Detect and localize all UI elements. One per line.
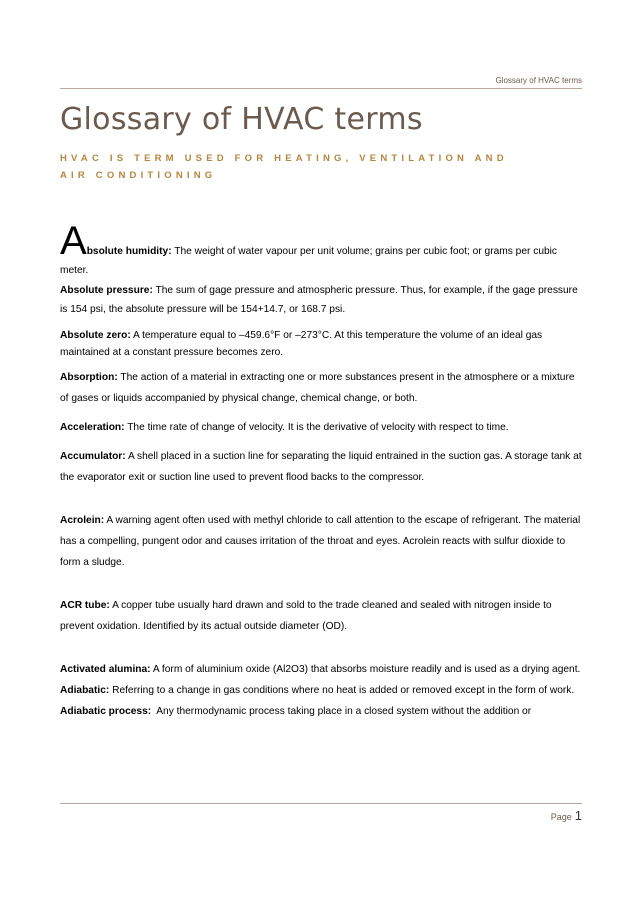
glossary-term: bsolute humidity: — [86, 246, 172, 257]
glossary-definition: The weight of water vapour per unit volume; grains per cubic foot; or grams per cubic meter. — [60, 246, 558, 276]
glossary-term: Adiabatic process: — [60, 706, 152, 717]
glossary-term: Absolute zero: — [60, 330, 131, 341]
glossary-definition: The action of a material in extracting one or more substances present in the atmosphere or a mixture of gases or liquids accompanied by physical change, chemical change, or both. — [60, 372, 575, 404]
glossary-entry-absolute-pressure — [60, 281, 582, 319]
glossary-entry-adiabatic — [60, 680, 582, 701]
footer-rule — [60, 803, 582, 804]
glossary-entry-acceleration — [60, 417, 582, 438]
glossary-definition: A temperature equal to –459.6°F or –273°C. At this temperature the volume of an ideal gas maintained at a constant pressure becomes zero. — [60, 330, 543, 358]
glossary-entry-absolute-zero — [60, 327, 582, 361]
glossary-entry-absolute-humidity — [60, 219, 582, 280]
glossary-term: Absorption: — [60, 372, 118, 383]
glossary-entry-activated-alumina — [60, 659, 582, 680]
glossary-term: ACR tube: — [60, 600, 110, 611]
glossary-definition: A copper tube usually hard drawn and sold to the trade cleaned and sealed with nitrogen inside to prevent oxidation. Identified by its actual outside diameter (OD). — [60, 600, 552, 632]
page-label: Page — [550, 812, 572, 822]
running-header: Glossary of HVAC terms — [495, 76, 582, 85]
page-number-value: 1 — [574, 808, 582, 823]
document-title: Glossary of HVAC terms — [60, 102, 423, 137]
glossary-definition: A warning agent often used with methyl chloride to call attention to the escape of refrigerant. The material has a compelling, pungent odor and causes irritation of the throat and eyes. Acrolein reacts with sulfur dioxide to form a sludge. — [60, 515, 581, 568]
glossary-term: Acceleration: — [60, 422, 125, 433]
glossary-entry-absorption — [60, 367, 582, 409]
glossary-definition: The time rate of change of velocity. It is the derivative of velocity with respect to time. — [124, 422, 509, 433]
drop-cap: A — [60, 219, 87, 263]
document-subtitle: HVAC IS TERM USED FOR HEATING, VENTILATION AND AIR CONDITIONING — [60, 153, 508, 181]
glossary-entry-accumulator — [60, 446, 582, 488]
glossary-term: Adiabatic: — [60, 685, 110, 696]
glossary-definition: A shell placed in a suction line for separating the liquid entrained in the suction gas. A storage tank at the evaporator exit or suction line used to prevent flood backs to the compressor. — [60, 451, 582, 483]
glossary-term: Acrolein: — [60, 515, 105, 526]
header-rule — [60, 88, 582, 89]
page-number — [551, 808, 582, 823]
glossary-definition: The sum of gage pressure and atmospheric pressure. Thus, for example, if the gage pressure is 154 psi, the absolute pressure will be 154+14.7, or 168.7 psi. — [60, 285, 578, 315]
glossary-definition: A form of aluminium oxide (Al2O3) that absorbs moisture readily and is used as a drying agent. — [150, 664, 581, 675]
glossary-definition: Any thermodynamic process taking place in a closed system without the addition or — [151, 706, 532, 717]
glossary-term: Accumulator: — [60, 451, 126, 462]
glossary-term: Absolute pressure: — [60, 285, 153, 296]
glossary-definition: Referring to a change in gas conditions where no heat is added or removed except in the form of work. — [109, 685, 575, 696]
glossary-entry-adiabatic-process — [60, 701, 582, 722]
glossary-term: Activated alumina: — [60, 664, 151, 675]
glossary-list — [60, 219, 582, 722]
glossary-entry-acrolein — [60, 510, 582, 573]
glossary-entry-acr-tube — [60, 595, 582, 637]
